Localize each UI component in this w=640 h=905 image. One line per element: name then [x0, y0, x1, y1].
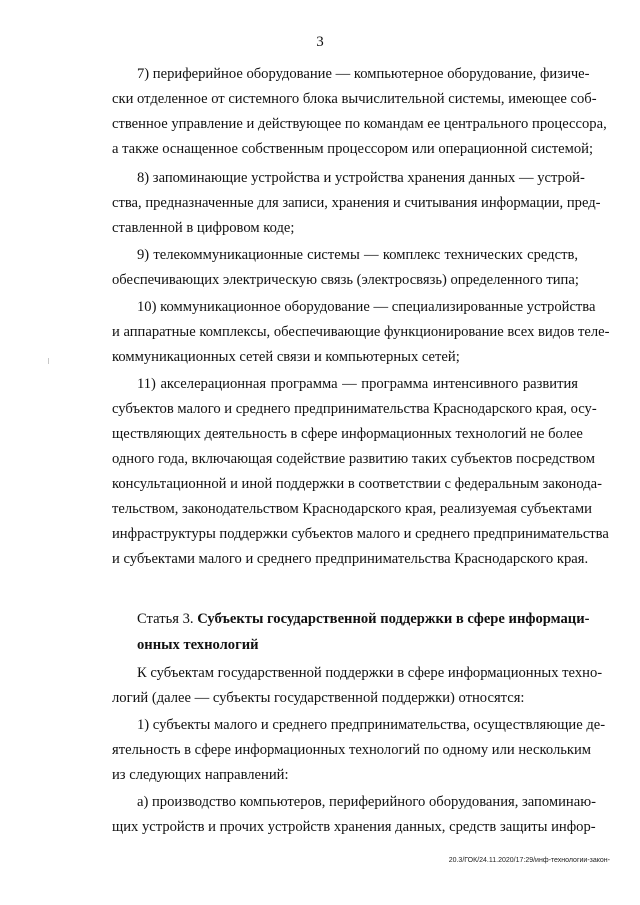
text-line: щих устройств и прочих устройств хранения данных, средств защиты инфор-	[112, 819, 596, 835]
text-line: и аппаратные комплексы, обеспечивающие функционирование всех видов теле-	[112, 324, 610, 340]
text-line: консультационной и иной поддержки в соответствии с федеральным законода-	[112, 476, 602, 492]
text-line: ставленной в цифровом коде;	[112, 220, 295, 236]
text-line: ски отделенное от системного блока вычислительной системы, имеющее соб-	[112, 91, 597, 107]
text-line: 7) периферийное оборудование — компьютерное оборудование, физиче-	[137, 66, 590, 82]
text-line: ществляющих деятельность в сфере информационных технологий не более	[112, 426, 583, 442]
text-line: К субъектам государственной поддержки в сфере информационных техно-	[137, 665, 603, 681]
article-intro-paragraph	[112, 661, 603, 711]
text-line: ства, предназначенные для записи, хранения и считывания информации, пред-	[112, 195, 601, 211]
text-line: а также оснащенное собственным процессором или операционной системой;	[112, 141, 593, 157]
paragraph-item-11	[112, 372, 609, 572]
text-line: 8) запоминающие устройства и устройства хранения данных — устрой-	[137, 170, 585, 186]
text-line: инфраструктуры поддержки субъектов малого и среднего предпринимательства	[112, 526, 609, 542]
article-heading	[112, 606, 590, 658]
paragraph-item-8	[112, 166, 601, 241]
text-line: коммуникационных сетей связи и компьютерных сетей;	[112, 349, 460, 365]
text-line: одного года, включающая содействие развитию таких субъектов посредством	[112, 451, 595, 467]
text-line: а) производство компьютеров, периферийного оборудования, запоминаю-	[137, 794, 596, 810]
text-line: 1) субъекты малого и среднего предпринимательства, осуществляющие де-	[137, 717, 606, 733]
text-line: обеспечивающих электрическую связь (электросвязь) определенного типа;	[112, 272, 579, 288]
paragraph-item-7	[112, 62, 607, 162]
article-prefix: Статья 3.	[137, 611, 194, 627]
paragraph-item-10	[112, 295, 610, 370]
paragraph-item-9	[112, 243, 578, 293]
article-item-1	[112, 713, 606, 788]
article-subitem-a	[112, 790, 596, 840]
article-title-continued: онных технологий	[137, 637, 259, 653]
text-line: 11) акселерационная программа — программа интенсивного развития	[137, 376, 578, 392]
margin-mark	[48, 358, 49, 364]
text-line: 9) телекоммуникационные системы — комплекс технических средств,	[137, 247, 578, 263]
footer-document-code: 20.3/ГОК/24.11.2020/17:29/инф-технологии-закон-	[448, 857, 610, 864]
text-line: 10) коммуникационное оборудование — специализированные устройства	[137, 299, 596, 315]
text-line: и субъектами малого и среднего предпринимательства Краснодарского края.	[112, 551, 589, 567]
text-line: ятельность в сфере информационных технологий по одному или нескольким	[112, 742, 592, 758]
page-number: 3	[316, 34, 324, 50]
text-line: субъектов малого и среднего предпринимательства Краснодарского края, осу-	[112, 401, 597, 417]
article-title: Субъекты государственной поддержки в сфере информаци-	[197, 611, 590, 627]
text-line: тельством, законодательством Краснодарского края, реализуемая субъектами	[112, 501, 592, 517]
text-line: логий (далее — субъекты государственной поддержки) относятся:	[112, 690, 525, 706]
text-line: ственное управление и действующее по командам ее центрального процессора,	[112, 116, 607, 132]
text-line: из следующих направлений:	[112, 767, 289, 783]
